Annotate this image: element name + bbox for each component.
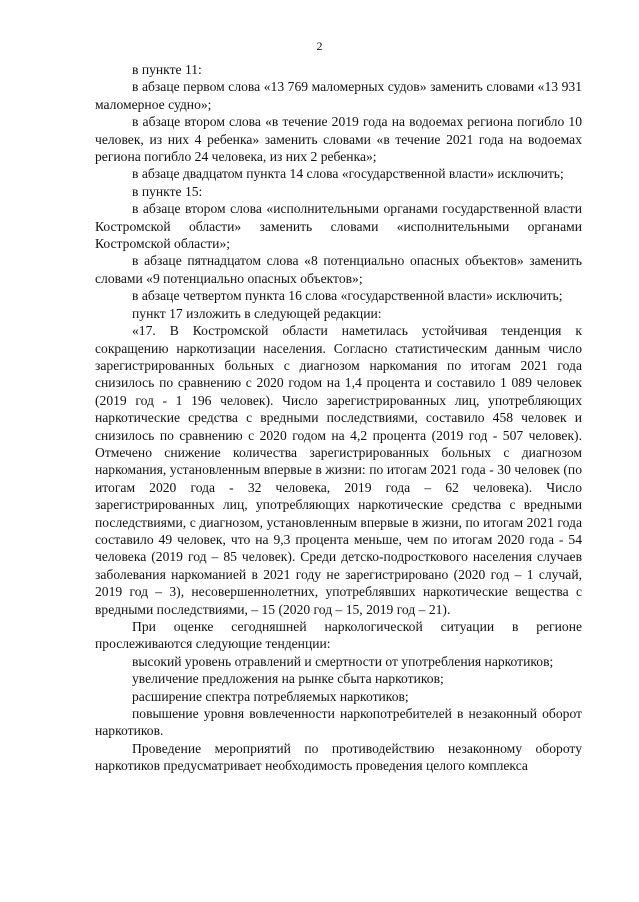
paragraph-point-11-second: в абзаце втором слова «в течение 2019 года на водоемах региона погибло 10 человек, из них 4 ребенка» заменить словами «в течение 2021 года на водоемах региона погибло 24 человека, из них 2 ребенка»;: [95, 114, 582, 165]
document-body: [95, 61, 582, 775]
paragraph-trends-intro: При оценке сегодняшней наркологической ситуации в регионе прослеживаются следующие тенденции:: [95, 619, 582, 652]
paragraph-point-16: в абзаце четвертом пункта 16 слова «государственной власти» исключить;: [132, 288, 563, 304]
paragraph-point-11-first: в абзаце первом слова «13 769 маломерных судов» заменить словами «13 931 маломерное судно»;: [95, 79, 582, 112]
paragraph-point-14: в абзаце двадцатом пункта 14 слова «государственной власти» исключить;: [132, 166, 564, 182]
paragraph-point-17-intro: пункт 17 изложить в следующей редакции:: [132, 305, 382, 321]
paragraph-point-17-text: «17. В Костромской области наметилась устойчивая тенденция к сокращению наркотизации населения. Согласно статистическим данным число зарегистрированных больных с диагнозом наркомания по итогам 2021 года снизилось по сравнению с 2020 годом на 1,4 процента и составило 1 089 человек (2019 год - 1 196 человек). Число зарегистрированных лиц, употребляющих наркотические средства с вредными последствиями, составило 458 человек и снизилось по сравнению с 2020 годом на 4,2 процента (2019 год - 507 человек). Отмечено снижение количества зарегистрированных больных с диагнозом наркомания, установленным впервые в жизни: по итогам 2021 года - 30 человек (по итогам 2020 года - 32 человека, 2019 года – 62 человека). Число зарегистрированных лиц, употребляющих наркотические средства с вредными последствиями, с диагнозом, установленным впервые в жизни, по итогам 2021 года составило 49 человек, что на 9,3 процента меньше, чем по итогам 2020 года - 54 человека (2019 год – 85 человек). Среди детско-подросткового населения случаев заболевания наркоманией в 2021 году не зарегистрировано (2020 год – 1 случай, 2019 год – 3), несовершеннолетних, употреблявших наркотические вещества с вредными последствиями, – 15 (2020 год – 15, 2019 год – 21).: [95, 323, 582, 617]
paragraph-trend-2: увеличение предложения на рынке сбыта наркотиков;: [132, 671, 444, 687]
page-number: 2: [316, 39, 323, 53]
paragraph-measures: Проведение мероприятий по противодействию незаконному обороту наркотиков предусматривает необходимость проведения целого комплекса: [95, 740, 582, 774]
paragraph-point-15: в пункте 15:: [132, 183, 203, 199]
paragraph-trend-4: повышение уровня вовлеченности наркопотребителей в незаконный оборот наркотиков.: [95, 706, 582, 739]
paragraph-point-11: в пункте 11:: [132, 62, 202, 77]
paragraph-trend-3: расширение спектра потребляемых наркотиков;: [132, 688, 409, 704]
paragraph-point-15-fifteenth: в абзаце пятнадцатом слова «8 потенциально опасных объектов» заменить словами «9 потенциально опасных объектов»;: [95, 253, 582, 286]
paragraph-trend-1: высокий уровень отравлений и смертности от употребления наркотиков;: [132, 653, 554, 669]
paragraph-point-15-second: в абзаце втором слова «исполнительными органами государственной власти Костромской области» заменить словами «исполнительными органами Костромской области»;: [95, 201, 582, 252]
